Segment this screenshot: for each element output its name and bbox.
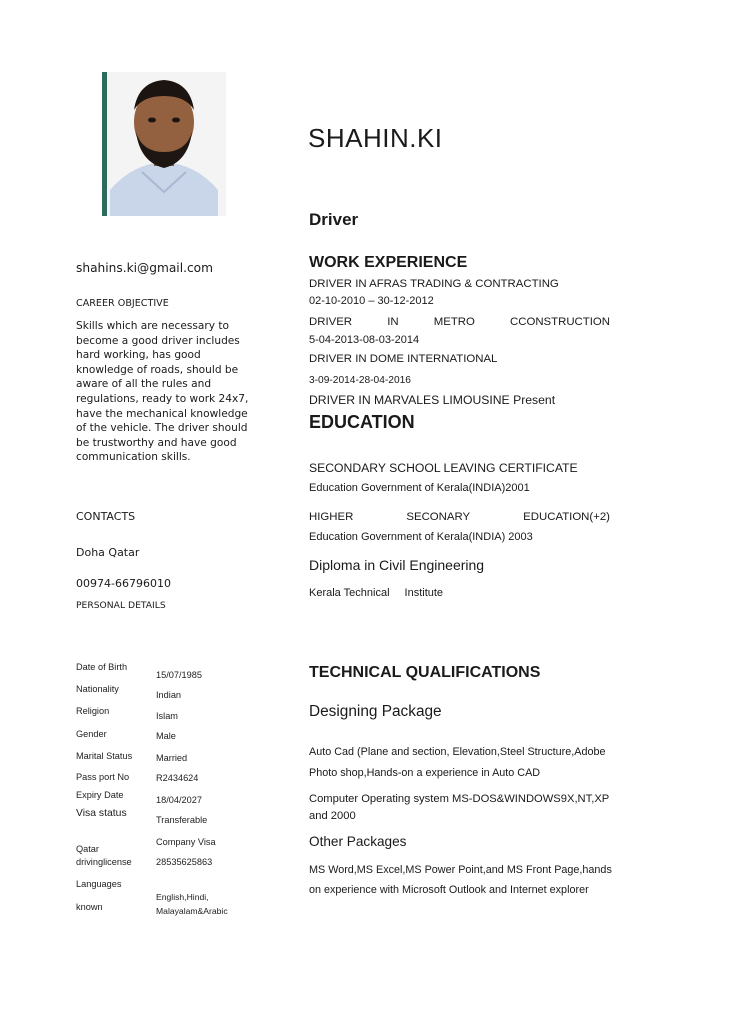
marital-status-value: Married	[156, 753, 188, 763]
job-1-dates: 02-10-2010 – 30-12-2012	[309, 295, 434, 307]
career-objective-heading: CAREER OBJECTIVE	[76, 298, 169, 309]
education-hse	[309, 511, 610, 523]
nationality-label: Nationality	[76, 684, 119, 694]
institute-name-part: Kerala Technical	[309, 587, 390, 599]
education-heading: EDUCATION	[309, 412, 415, 432]
job-3-title: DRIVER IN DOME INTERNATIONAL	[309, 353, 498, 365]
job-2-dates: 5-04-2013-08-03-2014	[309, 334, 420, 346]
religion-label: Religion	[76, 706, 110, 716]
driving-license-label-line1: Qatar	[76, 844, 99, 854]
education-sslc-detail: Education Government of Kerala(INDIA)2001	[309, 482, 530, 494]
expiry-date-value: 18/04/2027	[156, 795, 202, 805]
job-2-word: METRO	[433, 316, 475, 328]
job-1-title: DRIVER IN AFRAS TRADING & CONTRACTING	[309, 278, 559, 290]
person-portrait	[102, 72, 226, 216]
job-title: Driver	[309, 210, 359, 229]
job-4-title: DRIVER IN MARVALES LIMOUSINE Present	[309, 393, 556, 407]
company-visa: Company Visa	[156, 837, 216, 847]
dob-value: 15/07/1985	[156, 670, 202, 680]
expiry-date-label: Expiry Date	[76, 790, 124, 800]
os-line1: Computer Operating system MS-DOS&WINDOWS9X,NT,XP	[309, 793, 610, 805]
personal-details-heading: PERSONAL DETAILS	[76, 600, 166, 611]
education-hse-word: EDUCATION(+2)	[523, 511, 610, 523]
passport-label: Pass port No	[76, 772, 130, 782]
work-experience-heading: WORK EXPERIENCE	[309, 254, 468, 271]
profile-photo	[102, 72, 226, 216]
auto-cad-line1: Auto Cad (Plane and section, Elevation,Steel Structure,Adobe	[309, 746, 606, 758]
languages-label-line1: Languages	[76, 879, 122, 889]
education-diploma: Diploma in Civil Engineering	[309, 557, 485, 573]
education-hse-detail: Education Government of Kerala(INDIA) 2003	[309, 531, 533, 543]
ms-office-line2: on experience with Microsoft Outlook and Internet explorer	[309, 884, 589, 896]
job-3-dates: 3-09-2014-28-04-2016	[309, 375, 411, 386]
marital-status-label: Marital Status	[76, 751, 133, 761]
gender-label: Gender	[76, 729, 107, 739]
education-hse-word: HIGHER	[309, 511, 354, 523]
ms-office-line1: MS Word,MS Excel,MS Power Point,and MS Front Page,hands	[309, 864, 612, 876]
passport-value: R2434624	[156, 773, 199, 783]
languages-value-line1: English,Hindi,	[156, 892, 209, 902]
other-packages-heading: Other Packages	[309, 834, 407, 849]
job-2-word: DRIVER	[309, 316, 353, 328]
photo-accent-bar	[102, 72, 107, 216]
career-objective-text: Skills which are necessary to become a good driver includes hard working, has good knowledge of roads, should be aware of all the rules and regulations, ready to work 24x7, have the mechanical knowledge of the vehicle. The driver should be trustworthy and have good communication skills.	[76, 320, 249, 464]
visa-status-value: Transferable	[156, 815, 208, 825]
job-2-word: IN	[387, 316, 399, 328]
candidate-name: SHAHIN.KI	[308, 123, 443, 153]
driving-license-label-line2: drivinglicense	[76, 857, 132, 867]
contact-phone[interactable]: 00974-66796010	[76, 577, 171, 590]
email[interactable]: shahins.ki@gmail.com	[76, 261, 213, 275]
contact-location: Doha Qatar	[76, 546, 140, 559]
languages-label-line2: known	[76, 902, 103, 912]
institute-name-part: Institute	[404, 587, 444, 599]
religion-value: Islam	[156, 711, 178, 721]
os-line2: and 2000	[309, 810, 356, 822]
driving-license-value: 28535625863	[156, 857, 213, 867]
nationality-value: Indian	[156, 690, 182, 700]
education-diploma-institute	[309, 587, 443, 599]
education-hse-word: SECONARY	[406, 511, 471, 523]
education-sslc: SECONDARY SCHOOL LEAVING CERTIFICATE	[309, 461, 578, 475]
job-2-title	[309, 316, 610, 328]
technical-qualifications-heading: TECHNICAL QUALIFICATIONS	[309, 664, 541, 681]
designing-package-heading: Designing Package	[309, 703, 442, 720]
auto-cad-line2: Photo shop,Hands-on a experience in Auto CAD	[309, 767, 541, 779]
dob-label: Date of Birth	[76, 662, 128, 672]
job-2-word: CCONSTRUCTION	[510, 316, 610, 328]
gender-value: Male	[156, 731, 176, 741]
visa-status-label: Visa status	[76, 808, 127, 819]
contacts-heading: CONTACTS	[76, 510, 136, 523]
languages-value-line2: Malayalam&Arabic	[156, 906, 228, 916]
